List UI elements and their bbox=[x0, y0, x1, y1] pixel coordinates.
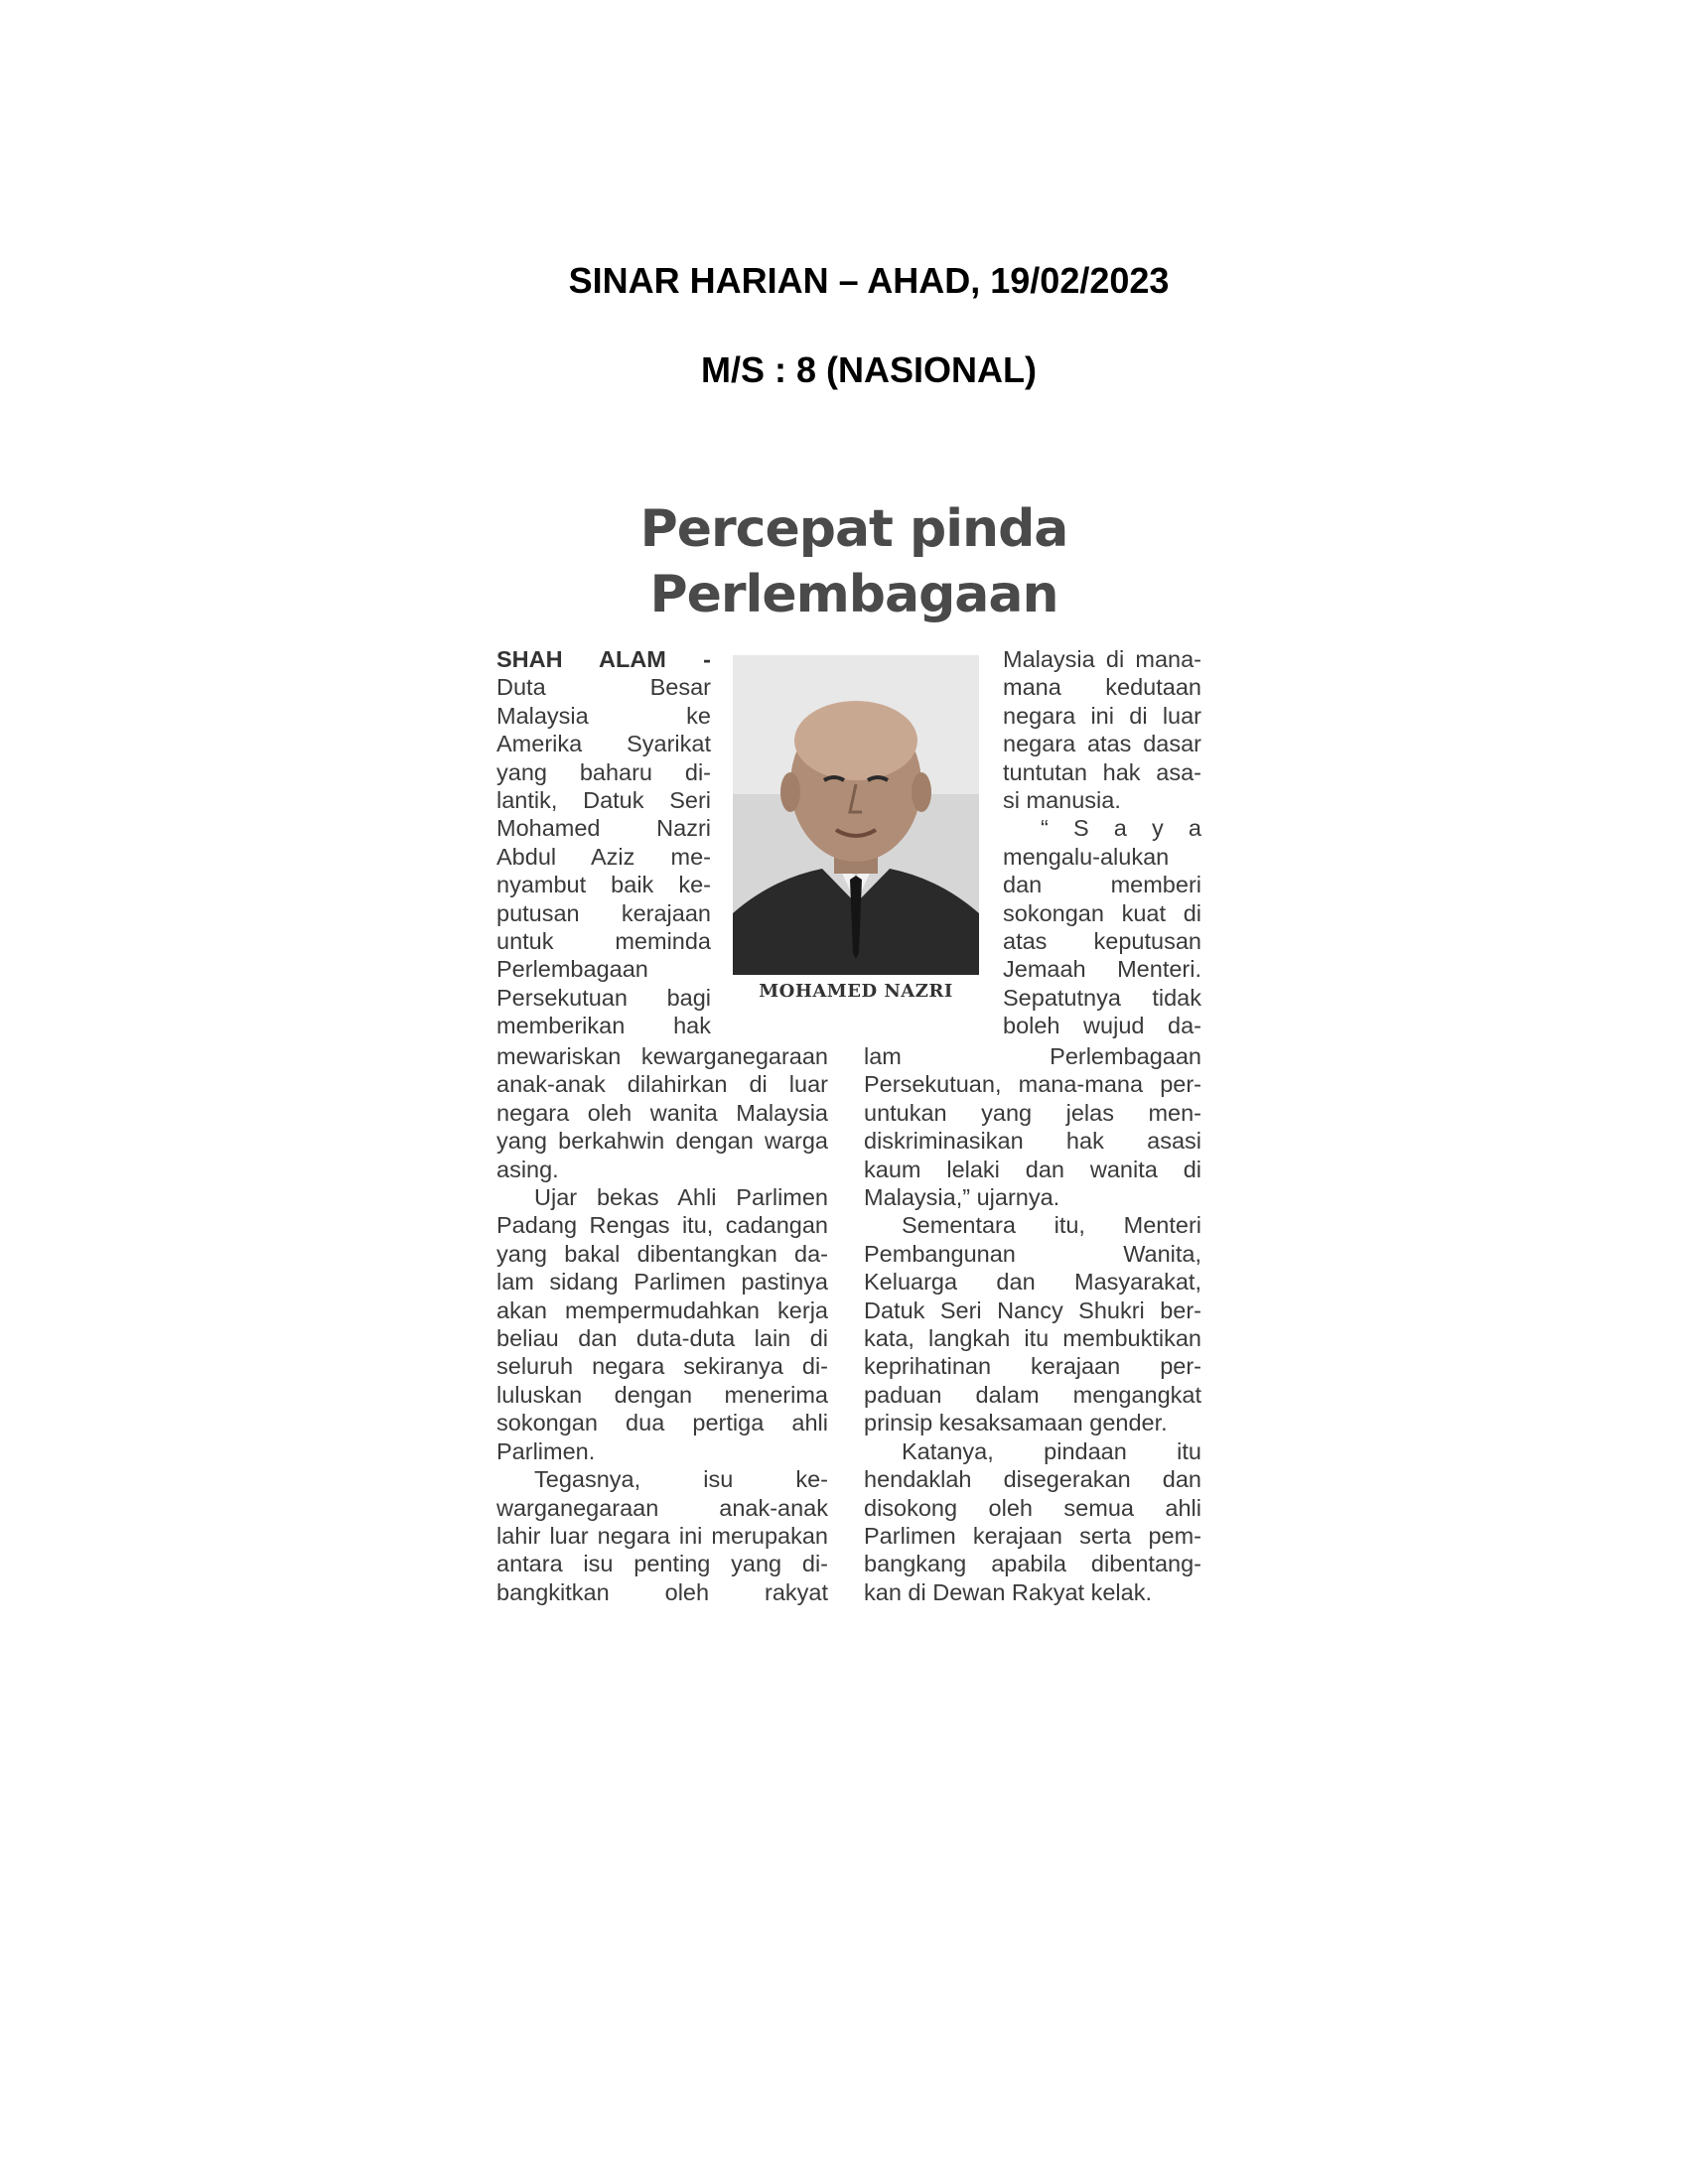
article-text-line: Pembangunan Wanita, bbox=[864, 1240, 1201, 1267]
column-left-bottom bbox=[496, 1042, 828, 1606]
article-text-line: negara atas dasar bbox=[1003, 731, 1201, 757]
article-text-line: hendaklah disegerakan dan bbox=[864, 1466, 1201, 1493]
article-text-line: akan mempermudahkan kerja bbox=[496, 1297, 828, 1323]
article-text-line: Ujar bekas Ahli Parlimen bbox=[534, 1184, 828, 1211]
article-text-line: diskriminasikan hak asasi bbox=[864, 1128, 1201, 1155]
column-left-top bbox=[496, 645, 711, 1040]
article-text-line: memberikan hak bbox=[496, 1013, 711, 1039]
article-text-line: kaum lelaki dan wanita di bbox=[864, 1156, 1201, 1182]
article-text-line: tuntutan hak asa- bbox=[1003, 758, 1201, 785]
article-text-line: kan di Dewan Rakyat kelak. bbox=[864, 1578, 1152, 1605]
article-text-line: Jemaah Menteri. bbox=[1003, 956, 1201, 983]
article-text-line: lam sidang Parlimen pastinya bbox=[496, 1269, 828, 1296]
article-text-line: Tegasnya, isu ke- bbox=[534, 1466, 828, 1493]
article-text-line: mewariskan kewarganegaraan bbox=[496, 1043, 828, 1069]
article-text-line: Malaysia di mana- bbox=[1003, 646, 1201, 672]
article-text-line: antara isu penting yang di- bbox=[496, 1551, 828, 1577]
article-text-line: prinsip kesaksamaan gender. bbox=[864, 1410, 1168, 1436]
article-text-line: yang berkahwin dengan warga bbox=[496, 1128, 828, 1155]
article-text-line: Duta Besar bbox=[496, 674, 711, 701]
article-text-line: mengalu-alukan bbox=[1003, 843, 1170, 870]
article-text-line: Katanya, pindaan itu bbox=[902, 1437, 1201, 1464]
column-right-top bbox=[1003, 645, 1201, 1040]
article-text-line: si manusia. bbox=[1003, 787, 1121, 814]
article-text-line: luluskan dengan menerima bbox=[496, 1381, 828, 1408]
headline-line-2: Perlembagaan bbox=[649, 565, 1058, 624]
article-text-line: asing. bbox=[496, 1156, 559, 1182]
article-text-line: beliau dan duta-duta lain di bbox=[496, 1325, 828, 1352]
article-text-line: lantik, Datuk Seri bbox=[496, 787, 711, 814]
column-right-bottom bbox=[864, 1042, 1201, 1606]
article-text-line: sokongan kuat di bbox=[1003, 899, 1201, 926]
article-text-line: Sementara itu, Menteri bbox=[902, 1212, 1201, 1239]
article-text-line: lam Perlembagaan bbox=[864, 1043, 1201, 1069]
article-text-line: Padang Rengas itu, cadangan bbox=[496, 1212, 828, 1239]
article-text-line: sokongan dua pertiga ahli bbox=[496, 1410, 828, 1436]
column-left-top-lines bbox=[496, 673, 711, 1039]
article-text-line: keprihatinan kerajaan per- bbox=[864, 1353, 1201, 1380]
article-text-line: yang bakal dibentangkan da- bbox=[496, 1240, 828, 1267]
article-text-line: Amerika Syarikat bbox=[496, 731, 711, 757]
article-text-line: disokong oleh semua ahli bbox=[864, 1494, 1201, 1521]
article-text-line: putusan kerajaan bbox=[496, 899, 711, 926]
article-text-line: “ S a y a bbox=[1041, 815, 1201, 842]
headline-line-1: Percepat pinda bbox=[639, 499, 1068, 559]
article-text-line: Persekutuan, mana-mana per- bbox=[864, 1071, 1201, 1098]
article-text-line: untukan yang jelas men- bbox=[864, 1099, 1201, 1126]
portrait-photo bbox=[733, 655, 979, 975]
article-text-line: Abdul Aziz me- bbox=[496, 843, 711, 870]
article-text-line: Sepatutnya tidak bbox=[1003, 984, 1201, 1011]
article-text-line: Malaysia,” ujarnya. bbox=[864, 1184, 1060, 1211]
article-text-line: untuk meminda bbox=[496, 928, 711, 955]
article-text-line: Datuk Seri Nancy Shukri ber- bbox=[864, 1297, 1201, 1323]
article-text-line: Keluarga dan Masyarakat, bbox=[864, 1269, 1201, 1296]
article-text-line: kata, langkah itu membuktikan bbox=[864, 1325, 1201, 1352]
page-section-header: M/S : 8 (NASIONAL) bbox=[701, 349, 1037, 390]
article-text-line: Malaysia ke bbox=[496, 702, 711, 729]
article-text-line: nyambut baik ke- bbox=[496, 872, 711, 898]
article-text-line: warganegaraan anak-anak bbox=[496, 1494, 828, 1521]
article-text-line: lahir luar negara ini merupakan bbox=[496, 1522, 828, 1549]
article-text-line: Perlembagaan bbox=[496, 956, 648, 983]
article-text-line: bangkitkan oleh rakyat bbox=[496, 1578, 828, 1605]
article-text-line: negara oleh wanita Malaysia bbox=[496, 1099, 828, 1126]
article-text-line: yang baharu di- bbox=[496, 758, 711, 785]
article-text-line: paduan dalam mengangkat bbox=[864, 1381, 1201, 1408]
article-text-line: anak-anak dilahirkan di luar bbox=[496, 1071, 828, 1098]
portrait-photo-image bbox=[733, 655, 979, 975]
dateline: SHAH ALAM - bbox=[496, 646, 711, 672]
article-text-line: boleh wujud da- bbox=[1003, 1013, 1201, 1039]
article-text-line: mana kedutaan bbox=[1003, 674, 1201, 701]
article-text-line: Mohamed Nazri bbox=[496, 815, 711, 842]
article-text-line: Parlimen. bbox=[496, 1437, 596, 1464]
article-text-line: negara ini di luar bbox=[1003, 702, 1201, 729]
article-text-line: seluruh negara sekiranya di- bbox=[496, 1353, 828, 1380]
article-text-line: Persekutuan bagi bbox=[496, 984, 711, 1011]
article-text-line: atas keputusan bbox=[1003, 928, 1201, 955]
article-text-line: Parlimen kerajaan serta pem- bbox=[864, 1522, 1201, 1549]
article-text-line: bangkang apabila dibentang- bbox=[864, 1551, 1201, 1577]
article-text-line: dan memberi bbox=[1003, 872, 1201, 898]
photo-caption: MOHAMED NAZRI bbox=[759, 981, 953, 1002]
publication-header: SINAR HARIAN – AHAD, 19/02/2023 bbox=[568, 260, 1170, 301]
